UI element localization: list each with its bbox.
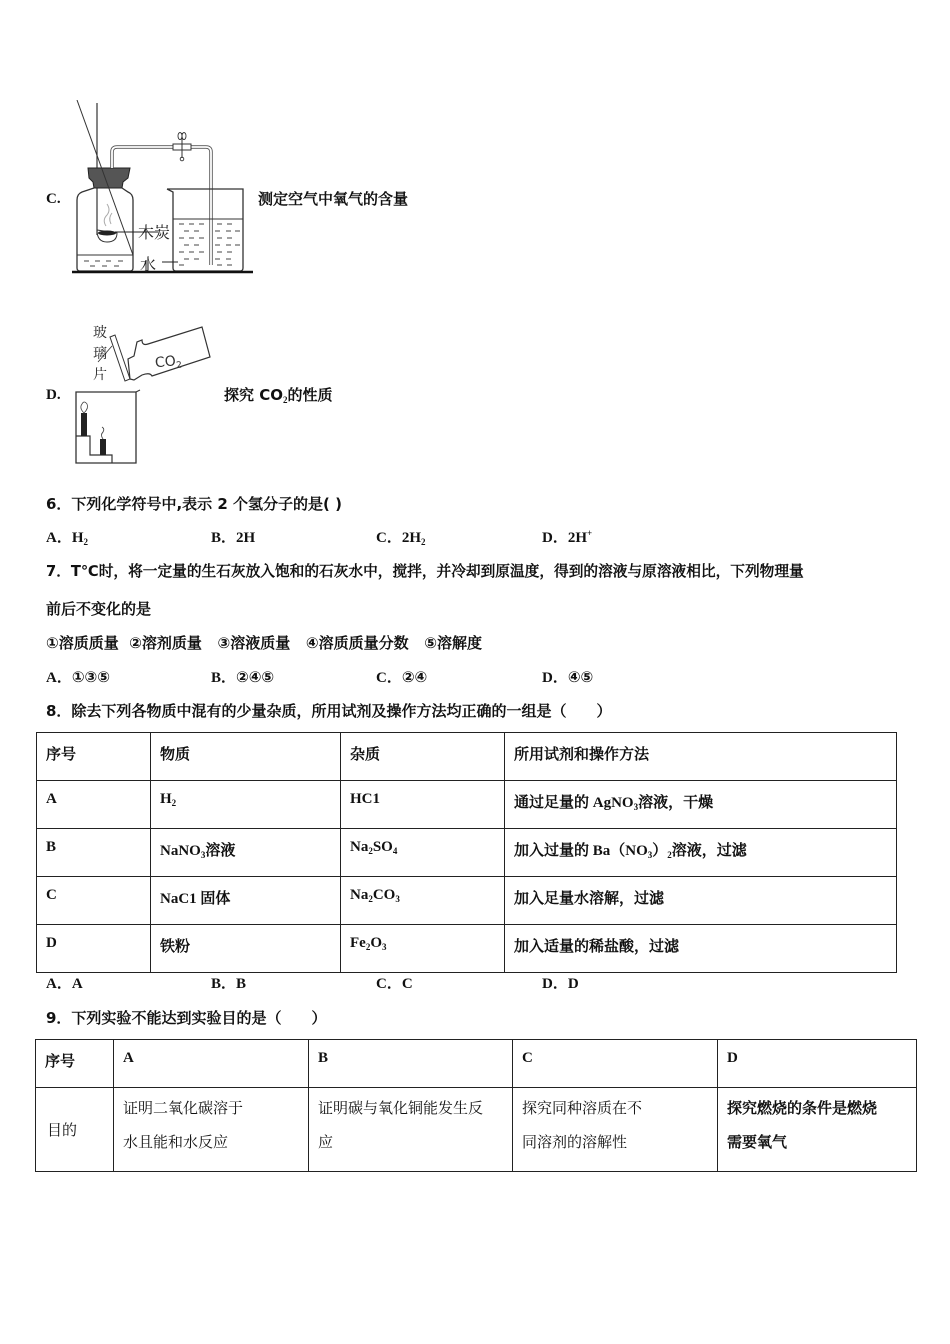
table-header-row — [36, 1040, 917, 1088]
table-header-row — [37, 733, 897, 781]
header-cell-index: 序号 — [36, 1040, 114, 1088]
q7-items: ①溶质质量 ②溶剂质量 ③溶液质量 ④溶质质量分数 ⑤溶解度 — [46, 634, 482, 652]
q7-option-c[interactable]: C．②④ — [376, 668, 428, 686]
q6-option-b[interactable]: B．2H — [211, 530, 256, 546]
row-method: 加入足量水溶解，过滤 — [505, 877, 897, 925]
header-cell-method: 所用试剂和操作方法 — [505, 733, 897, 781]
q9-experiment-table — [35, 1039, 917, 1172]
option-c-label: C. — [46, 191, 61, 207]
row-id: A — [37, 781, 151, 829]
q6-stem: 6．下列化学符号中,表示 2 个氢分子的是( ) — [46, 495, 342, 513]
glass-plate-label-1: 玻 — [93, 325, 107, 341]
q7-option-a[interactable]: A．①③⑤ — [46, 668, 110, 686]
q8-impurity-table — [36, 732, 897, 973]
glass-plate-label-2: 璃 — [93, 346, 107, 362]
header-cell-impurity: 杂质 — [341, 733, 505, 781]
glass-plate-label-3: 片 — [93, 367, 107, 383]
purpose-cell-b: 证明碳与氧化铜能发生反 应 — [309, 1088, 513, 1172]
row-method: 通过足量的 AgNO$_3$溶液，干燥 — [505, 781, 897, 829]
header-cell-index: 序号 — [37, 733, 151, 781]
row-substance: NaNO$_3$溶液 — [151, 829, 341, 877]
q7-option-b[interactable]: B．②④⑤ — [211, 668, 275, 686]
purpose-cell-a: 证明二氧化碳溶于 水且能和水反应 — [114, 1088, 309, 1172]
oxygen-measurement-apparatus-diagram — [70, 100, 260, 278]
table-row — [36, 1088, 917, 1172]
q7-stem-line2: 前后不变化的是 — [46, 600, 152, 618]
q6-option-a[interactable]: A．$H_2$ — [46, 530, 89, 547]
option-c-description: 测定空气中氧气的含量 — [258, 190, 409, 208]
purpose-cell-c: 探究同种溶质在不 同溶剂的溶解性 — [513, 1088, 718, 1172]
charcoal-label: 木炭 — [138, 223, 171, 242]
q9-stem: 9．下列实验不能达到实验目的是（ ） — [46, 1009, 327, 1027]
q6-option-d[interactable]: D．2H+ — [542, 528, 593, 546]
q8-option-c[interactable]: C．C — [376, 976, 413, 992]
header-cell-d: D — [718, 1040, 917, 1088]
q7-stem-line1: 7．T℃时，将一定量的生石灰放入饱和的石灰水中，搅拌，并冷却到原温度，得到的溶液与原溶液相比，下列物理量 — [46, 563, 804, 580]
row-impurity: $Na_2CO_3$ — [341, 877, 505, 925]
q7-option-d[interactable]: D．④⑤ — [542, 668, 594, 686]
water-label: 水 — [140, 255, 157, 274]
row-impurity: $Na_2SO_4$ — [341, 829, 505, 877]
table-row — [37, 781, 897, 829]
row-substance: 铁粉 — [151, 925, 341, 973]
table-row — [37, 925, 897, 973]
option-d-description: 探究 $CO_2$的性质 — [224, 386, 333, 405]
row-substance: $H_2$ — [151, 781, 341, 829]
header-cell-a: A — [114, 1040, 309, 1088]
q8-option-d[interactable]: D．D — [542, 976, 579, 992]
header-cell-c: C — [513, 1040, 718, 1088]
row-id: B — [37, 829, 151, 877]
header-cell-substance: 物质 — [151, 733, 341, 781]
row-impurity: HC1 — [341, 781, 505, 829]
table-row — [37, 877, 897, 925]
co2-bottle-label: $CO_2$ — [154, 353, 183, 372]
row-impurity: $Fe_2O_3$ — [341, 925, 505, 973]
row-id: D — [37, 925, 151, 973]
row-substance: NaC1 固体 — [151, 877, 341, 925]
header-cell-b: B — [309, 1040, 513, 1088]
row-method: 加入过量的 $Ba(NO_3)_2$溶液，过滤 — [505, 829, 897, 877]
table-row — [37, 829, 897, 877]
q8-option-a[interactable]: A．A — [46, 976, 83, 992]
row-label-purpose: 目的 — [36, 1088, 114, 1172]
purpose-cell-d: 探究燃烧的条件是燃烧 需要氧气 — [718, 1088, 917, 1172]
row-method: 加入适量的稀盐酸，过滤 — [505, 925, 897, 973]
row-id: C — [37, 877, 151, 925]
q8-stem: 8．除去下列各物质中混有的少量杂质，所用试剂及操作方法均正确的一组是（ ） — [46, 702, 612, 720]
q6-option-c[interactable]: C．$2H_2$ — [376, 530, 426, 547]
option-d-label: D. — [46, 387, 61, 403]
q8-option-b[interactable]: B．B — [211, 976, 247, 992]
